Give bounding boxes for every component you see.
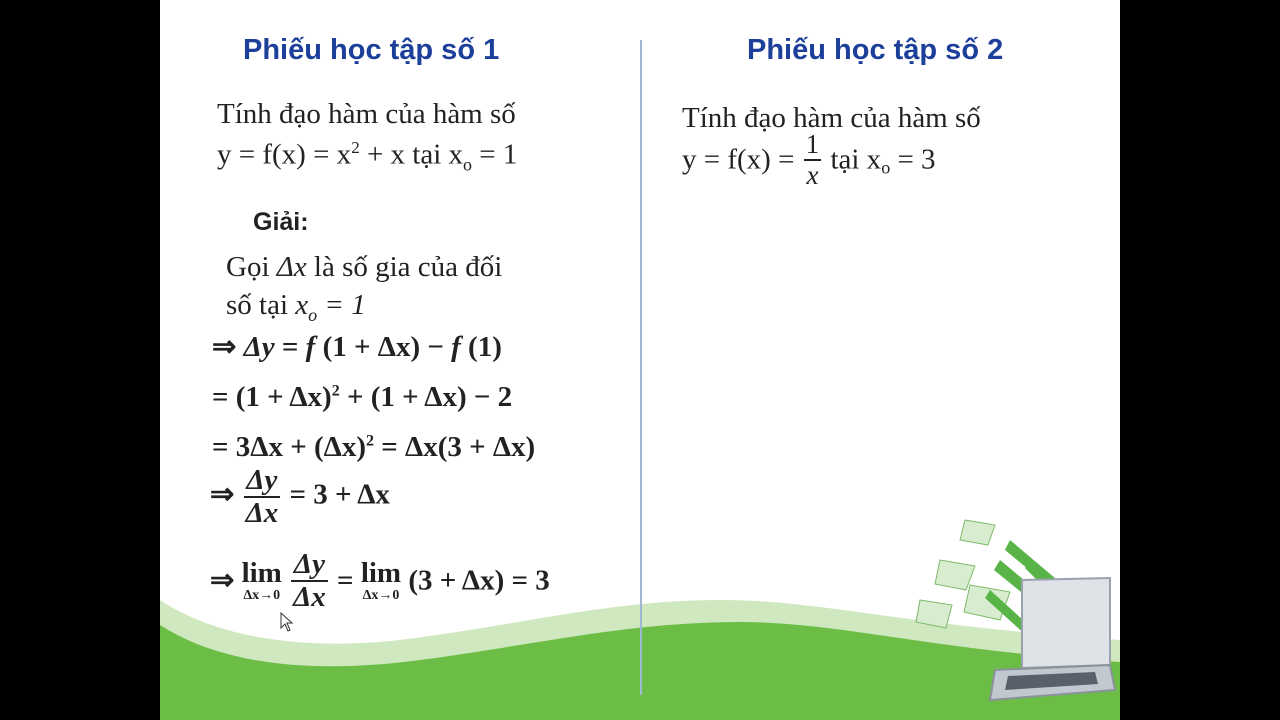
step4-arrow: ⇒: [210, 478, 235, 511]
right-problem-y: y = f(x) =: [682, 143, 802, 176]
solution-line-1: [226, 253, 502, 282]
step2-b: + (1 + Δx) − 2: [339, 381, 513, 413]
step1-mid: (1 + Δx) −: [315, 331, 452, 363]
sol-line2-x: x: [295, 289, 309, 321]
slide: [160, 0, 1120, 720]
left-problem-exp: 2: [351, 138, 360, 157]
sol-line1-a: Gọi: [226, 251, 277, 283]
worksheet-1-title: Phiếu học tập số 1: [243, 34, 500, 66]
step1-eq: =: [274, 331, 306, 363]
sol-line2-b: = 1: [317, 289, 366, 321]
step1-end: (1): [460, 331, 502, 363]
right-problem-line-2: [682, 131, 936, 189]
worksheet-2-title: Phiếu học tập số 2: [747, 34, 1004, 66]
step3-exp: 2: [365, 432, 374, 450]
right-problem-sub: o: [881, 157, 891, 178]
solution-line-2: [226, 291, 366, 324]
left-problem-plus: + x tại x: [359, 138, 464, 171]
step4-rhs: = 3 + Δx: [289, 478, 390, 511]
step2-a: = (1 + Δx): [212, 381, 332, 413]
right-frac-num: 1: [805, 129, 820, 159]
sol-line1-b: là số gia của đối: [306, 251, 503, 283]
left-problem-line-2: [217, 139, 517, 173]
step5-arrow: ⇒: [210, 564, 235, 597]
step5-lim-2: [361, 559, 401, 603]
step3-a: = 3Δx + (Δx): [212, 431, 366, 463]
sol-line2-a: số tại: [226, 289, 296, 321]
step1-f1: f: [305, 331, 316, 363]
step3-b: = Δx(3 + Δx): [373, 431, 536, 463]
right-frac-den: x: [806, 160, 819, 190]
sol-line1-dx: Δx: [276, 251, 307, 283]
step1-dy: Δy: [243, 331, 275, 363]
left-problem-sub: o: [463, 154, 473, 175]
step5-lim1-word: lim: [241, 557, 282, 589]
flying-envelopes: [916, 520, 1010, 628]
column-divider: [640, 40, 642, 695]
left-problem-y: y = f(x) = x: [217, 138, 352, 171]
step5-lim1-sub: Δx→0: [243, 588, 281, 603]
step5-den: Δx: [293, 581, 326, 613]
step2-exp: 2: [331, 382, 340, 400]
right-problem-mid: tại x: [823, 143, 882, 176]
step-4: [210, 466, 390, 528]
step5-eq: =: [337, 564, 361, 597]
step4-num: Δy: [244, 466, 281, 498]
step5-lim-1: [242, 559, 282, 603]
step4-fraction: [244, 466, 281, 528]
right-fraction: [804, 131, 822, 189]
sol-line2-sub: o: [308, 304, 318, 325]
step5-num: Δy: [291, 550, 328, 582]
left-problem-line-1: Tính đạo hàm của hàm số: [217, 98, 516, 130]
solution-label: Giải:: [253, 208, 309, 236]
step-1: [212, 333, 502, 362]
step5-rhs: (3 + Δx) = 3: [408, 564, 550, 597]
right-problem-tail: = 3: [890, 143, 936, 176]
left-problem-tail: = 1: [472, 138, 518, 171]
step1-arrow: ⇒: [212, 331, 237, 363]
step-5: [210, 550, 550, 612]
step4-den: Δx: [245, 497, 279, 529]
step1-f2: f: [451, 331, 461, 363]
step5-lim2-sub: Δx→0: [362, 588, 400, 603]
step5-lim2-word: lim: [360, 557, 402, 589]
step-2: [212, 383, 512, 412]
step-3: [212, 433, 535, 462]
right-problem-line-1: Tính đạo hàm của hàm số: [682, 102, 981, 134]
step5-fraction: [291, 550, 328, 612]
mouse-cursor-icon: [280, 612, 294, 632]
